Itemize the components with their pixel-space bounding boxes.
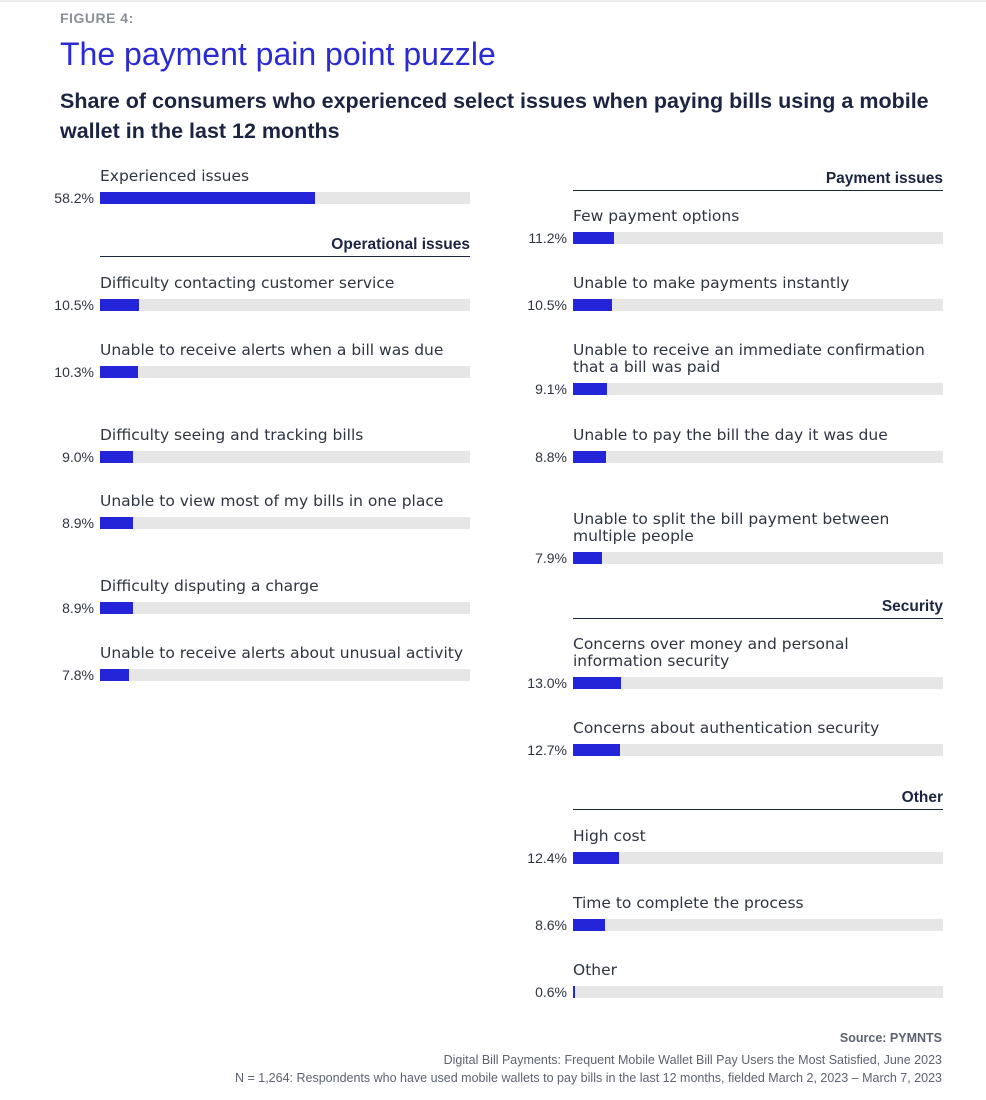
bar-track — [100, 192, 470, 204]
bar-track — [573, 552, 943, 564]
bar-label: High cost — [573, 827, 646, 845]
bar-track — [573, 383, 943, 395]
bar-track — [573, 919, 943, 931]
bar-track — [100, 602, 470, 614]
bar — [573, 986, 575, 998]
bar — [100, 517, 133, 529]
bar — [100, 602, 133, 614]
bar-track — [573, 299, 943, 311]
bar — [100, 192, 315, 204]
bar-label: Few payment options — [573, 207, 740, 225]
bar — [573, 744, 620, 756]
bar-value-label: 9.0% — [62, 449, 94, 465]
bar-value-label: 7.9% — [535, 550, 567, 566]
bar-track — [573, 232, 943, 244]
bar-label: Unable to split the bill payment between multiple people — [573, 510, 890, 545]
source-note: Source: PYMNTS — [839, 1031, 942, 1045]
chart-title: The payment pain point puzzle — [60, 36, 496, 72]
bar-value-label: 11.2% — [528, 230, 567, 246]
bar — [573, 383, 607, 395]
chart-subtitle: Share of consumers who experienced select issues when paying bills using a mobile wallet in the last 12 months — [60, 89, 929, 143]
figure-label: FIGURE 4: — [60, 10, 134, 26]
bar-track — [100, 517, 470, 529]
bar-value-label: 12.4% — [527, 850, 567, 866]
bar-value-label: 8.8% — [535, 449, 567, 465]
bar-value-label: 8.9% — [62, 515, 94, 531]
bar — [573, 299, 612, 311]
sample-note: N = 1,264: Respondents who have used mobile wallets to pay bills in the last 12 months, fielded March 2, 2023 – March 7, 2023 — [234, 1071, 942, 1085]
bar-label: Other — [573, 961, 618, 979]
bar — [573, 919, 605, 931]
bar-track — [573, 677, 943, 689]
group-header: Security — [573, 598, 943, 619]
group-header: Operational issues — [100, 236, 470, 257]
bar-value-label: 10.5% — [54, 297, 94, 313]
bar-track — [100, 366, 470, 378]
bar — [573, 232, 614, 244]
bar-label: Unable to make payments instantly — [573, 274, 850, 292]
bar — [100, 299, 139, 311]
bar-label: Difficulty seeing and tracking bills — [100, 426, 364, 444]
bar-track — [573, 451, 943, 463]
bar-label: Experienced issues — [100, 167, 250, 185]
bar — [573, 677, 621, 689]
bar-value-label: 10.3% — [54, 364, 94, 380]
bar-value-label: 0.6% — [535, 984, 567, 1000]
bar-value-label: 10.5% — [527, 297, 567, 313]
bar-value-label: 8.9% — [62, 600, 94, 616]
bar-label: Unable to receive alerts when a bill was due — [100, 341, 444, 359]
bar-track — [100, 299, 470, 311]
bar-label: Unable to view most of my bills in one place — [100, 492, 444, 510]
report-note: Digital Bill Payments: Frequent Mobile Wallet Bill Pay Users the Most Satisfied, June 2023 — [443, 1053, 942, 1067]
bar-track — [100, 669, 470, 681]
bar — [100, 451, 133, 463]
bar-label: Time to complete the process — [573, 894, 804, 912]
group-header: Payment issues — [573, 170, 943, 191]
bar-value-label: 13.0% — [527, 675, 567, 691]
bar-label: Unable to pay the bill the day it was due — [573, 426, 888, 444]
bar-label: Concerns over money and personal information security — [573, 635, 849, 670]
bar-track — [573, 986, 943, 998]
bar-label: Concerns about authentication security — [573, 719, 880, 737]
bar-track — [573, 852, 943, 864]
bar-track — [100, 451, 470, 463]
bar-track — [573, 744, 943, 756]
bar-value-label: 9.1% — [535, 381, 567, 397]
bar — [573, 552, 602, 564]
bar — [573, 451, 606, 463]
bar-label: Difficulty disputing a charge — [100, 577, 319, 595]
bar-value-label: 12.7% — [527, 742, 567, 758]
bar-value-label: 7.8% — [62, 667, 94, 683]
bar-label: Unable to receive an immediate confirmation that a bill was paid — [573, 341, 925, 376]
bar-value-label: 58.2% — [54, 190, 94, 206]
bar — [100, 669, 129, 681]
bar — [100, 366, 138, 378]
bar — [573, 852, 619, 864]
group-header: Other — [573, 789, 943, 810]
bar-label: Difficulty contacting customer service — [100, 274, 395, 292]
bar-label: Unable to receive alerts about unusual activity — [100, 644, 464, 662]
bar-value-label: 8.6% — [535, 917, 567, 933]
